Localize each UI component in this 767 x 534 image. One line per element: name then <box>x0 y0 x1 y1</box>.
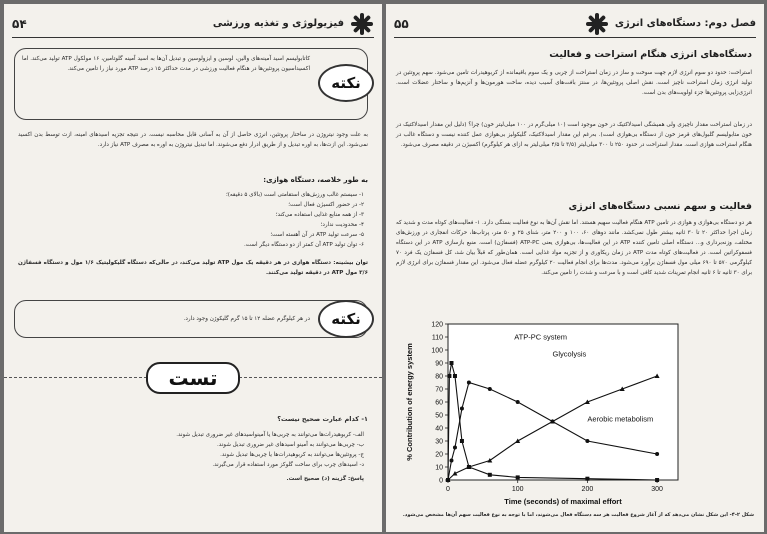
y-tick-label: 60 <box>435 399 443 407</box>
data-point <box>449 459 453 463</box>
y-tick-label: 70 <box>435 386 443 394</box>
option-item: د- اسیدهای چرب برای ساخت گلوکز مورد استفاده قرار می‌گیرند. <box>212 462 364 468</box>
y-tick-label: 120 <box>431 321 443 329</box>
y-tick-label: 110 <box>431 334 443 342</box>
y-tick-label: 80 <box>435 373 443 381</box>
data-point <box>488 387 492 391</box>
y-axis-label: % Contribution of energy system <box>405 343 414 461</box>
answer-options <box>18 430 364 470</box>
flower-logo-icon <box>585 12 609 36</box>
data-point <box>460 439 464 443</box>
list-item: ۴- محدودیت ندارد؛ <box>320 222 364 228</box>
left-page <box>4 4 382 532</box>
x-tick-label: 100 <box>511 486 524 493</box>
data-point <box>585 439 589 443</box>
series-label: Aerobic metabolism <box>587 414 654 424</box>
data-point <box>655 478 659 482</box>
data-point <box>453 374 457 378</box>
test-label: تست <box>146 362 239 394</box>
data-point <box>516 400 520 404</box>
y-tick-label: 0 <box>439 477 443 485</box>
figure-caption: شکل ۲-۴- این شکل نشان می‌دهد که از آغاز شروع فعالیت هر سه دستگاه فعال می‌شوند، اما با توجه به نوع فعالیت سهم آن‌ها مشخص می‌شود. <box>402 512 754 518</box>
data-point <box>488 473 492 477</box>
data-point <box>467 381 471 385</box>
flower-logo-icon <box>350 12 374 36</box>
option-item: ب- چربی‌ها می‌توانند به آمینو اسیدهای غیر ضروری تبدیل شوند. <box>217 442 364 448</box>
y-tick-label: 20 <box>435 451 443 459</box>
answer-text: پاسخ: گزینه (د) صحیح است. <box>286 476 364 482</box>
data-point <box>449 361 453 365</box>
summary-list <box>18 190 364 250</box>
summary-title: به طور خلاصه، دستگاه هوازی: <box>263 176 368 184</box>
x-tick-label: 0 <box>446 486 450 493</box>
x-tick-label: 300 <box>651 486 663 493</box>
list-item: ۵- سرعت تولید ATP در آن آهسته است؛ <box>270 232 364 238</box>
series-label: ATP-PC system <box>514 332 568 342</box>
note-text-2: در هر کیلوگرم عضله ۱۲ تا ۱۵ گرم گلیکوژن وجود دارد. <box>183 316 310 322</box>
y-tick-label: 90 <box>435 360 443 368</box>
chart-svg <box>402 316 692 506</box>
y-tick-label: 100 <box>431 347 443 355</box>
page-number: ۵۵ <box>394 16 409 31</box>
note-text-1: کاتابولیسم اسید آمینه‌های والین، لوسین و ایزولوسین و تبدیل آن‌ها به اسید آمینه گلوتامین، ۱۶ مولکول ATP تولید می‌کند. اما اکسیداسیون پروتئین‌ها در هنگام فعالیت ورزشی در مدت حداکثر ۱۵ درصد ATP مورد نیاز را تامین می‌کند. <box>22 56 310 72</box>
energy-contribution-chart <box>402 316 692 526</box>
section-1-paragraph-2: در زمان استراحت مقدار ناچیزی ولی همیشگی اسیدلاکتیک در خون موجود است (۱۰ میلی‌گرم در ۱۰۰ میلی‌لیتر خون) چرا؟ (دلیل این مقدار اسیدلاکتیک در خون متابولیسم گلبول‌های قرمز خون از دستگاه بی‌هوازی است). به‌رغم این مقدار اسیدلاکتیک، گلیکولیز بی‌هوازی عمل کننده نیست و دستگاه غالب در هنگام استراحت هوازی است. مقدار استراحت در حدود ۲۵۰ تا ۳۰۰ میلی‌لیتر (۳/۵ تا ۴/۵ میلی‌لیتر به ازای هر کیلوگرم) اکسیژن در دقیقه مصرف می‌شود. <box>396 122 752 148</box>
y-tick-label: 50 <box>435 412 443 420</box>
list-item: ۶- توان تولید ATP آن کمتر از دو دستگاه دیگر است. <box>243 242 364 248</box>
list-item: ۳- از همه منابع غذایی استفاده می‌کند؛ <box>275 212 364 218</box>
section-1-paragraph-1: استراحت: حدود دو سوم انرژی لازم جهت سوخت و ساز در زمان استراحت از چربی و یک سوم باقیمانده از کربوهیدرات تامین می‌شود. سهم پروتئین در تولید انرژی زمان استراحت ناچیز است. نقش اصلی پروتئین‌ها، در سنتز بافت‌های آسیب دیده، ساخت هورمون‌ها و آنزیم‌ها و ساختار عضلات است. انرژی‌زایی پروتئین‌ها جزء اولویت‌های بدن است. <box>396 70 752 96</box>
test-banner <box>4 354 382 402</box>
option-item: ج- پروتئین‌ها می‌توانند به کربوهیدرات‌ها یا چربی‌ها تبدیل شوند. <box>220 452 364 458</box>
x-tick-label: 200 <box>581 486 594 493</box>
data-point <box>460 407 464 411</box>
data-point <box>655 452 659 456</box>
option-item: الف- کربوهیدرات‌ها می‌توانند به چربی‌ها یا آمینواسیدهای غیر ضروری تبدیل شوند. <box>176 432 364 438</box>
list-item: ۲- در حضور اکسیژن فعال است؛ <box>288 202 364 208</box>
header-title: فیزیولوژی و تغذیه ورزشی <box>212 18 344 29</box>
data-point <box>585 477 589 481</box>
section-1-title: دستگاه‌های انرژی هنگام استراحت و فعالیت <box>549 49 752 60</box>
plot-area <box>448 324 678 480</box>
section-2-title: فعالیت و سهم نسبی دستگاه‌های انرژی <box>568 201 752 212</box>
header-title: فصل دوم: دستگاه‌های انرژی <box>614 18 756 29</box>
page-number: ۵۴ <box>12 16 27 31</box>
power-paragraph: توان بیشینه: دستگاه هوازی در هر دقیقه یک مول ATP تولید می‌کند، در حالی‌که دستگاه گلیکولیتیک ۱/۶ مول و دستگاه فسفاژن ۳/۶ مول ATP در دقیقه تولید می‌کنند. <box>18 260 368 276</box>
right-page <box>386 4 764 532</box>
x-axis-label: Time (seconds) of maximal effort <box>504 497 622 506</box>
left-page-header <box>12 10 374 38</box>
paragraph-1: به علت وجود نیتروژن در ساختار پروتئین، انرژی حاصل از آن به آسانی قابل محاسبه نیست. در نتیجه تجزیه اسیدهای امینه، ازت توسط بدن اکسید نمی‌شود. این ازت‌ها، به اوره تبدیل و از طریق ادرار دفع می‌شوند. اما تبدیل نیتروژن به اوره به مصرف ATP نیاز دارد. <box>18 132 368 148</box>
right-page-header <box>394 10 756 38</box>
y-tick-label: 10 <box>435 464 443 472</box>
list-item: ۱- سیستم غالب ورزش‌های استقامتی است (بالای ۵ دقیقه)؛ <box>225 192 364 198</box>
note-badge-1: نکته <box>318 64 374 102</box>
data-point <box>453 446 457 450</box>
note-badge-2: نکته <box>318 300 374 338</box>
data-point <box>447 374 451 378</box>
question-title: ۱- کدام عبارت صحیح نیست؟ <box>277 415 368 423</box>
y-tick-label: 30 <box>435 438 443 446</box>
section-2-paragraph: هر دو دستگاه بی‌هوازی و هوازی در تامین ATP هنگام فعالیت سهیم هستند. اما نقش آن‌ها به نوع فعالیت بستگی دارد. ۱- فعالیت‌های کوتاه مدت و شدید که زمان اجرا حداکثر ۲۰ تا ۳۰ ثانیه بیشتر طول نمی‌کشد. مانند دوهای ۶۰، ۱۰۰ و ۲۰۰ متر، شنای ۲۵ و ۵۰ متر، پرتاب‌ها، حرکات انفجاری در ورزش‌های مختلف، وزنه‌برداری و... دستگاه اصلی تامین کننده ATP در این فعالیت‌ها، بی‌هوازی یعنی ATP-PC (فسفاژن) است. منبع بازسازی ATP در این دستگاه فسفوکراتین است. در فعالیت‌های کوتاه مدت ATP در زمان ریکاوری و از تجزیه مواد غذایی است. همان‌طور که قبلاً بیان شد، کل فسفاژن یک فرد ۷۰ کیلوگرمی ۵۷۰ تا ۶۹۰ میلی مول فسفاژن برآورد می‌شود. مدت‌ها برای انجام فعالیت ۲۰ کیلوگرم عضله فعال می‌شود. این مقدار فسفاژن برای انرژی لازم برای ۳۰ ثانیه تا ۶ ثانیه انجام تمرینات شدید کافی است و با سرعت و شدت را تامین می‌کند. <box>396 220 752 276</box>
data-point <box>516 475 520 479</box>
y-tick-label: 40 <box>435 425 443 433</box>
series-label: Glycolysis <box>552 349 587 359</box>
